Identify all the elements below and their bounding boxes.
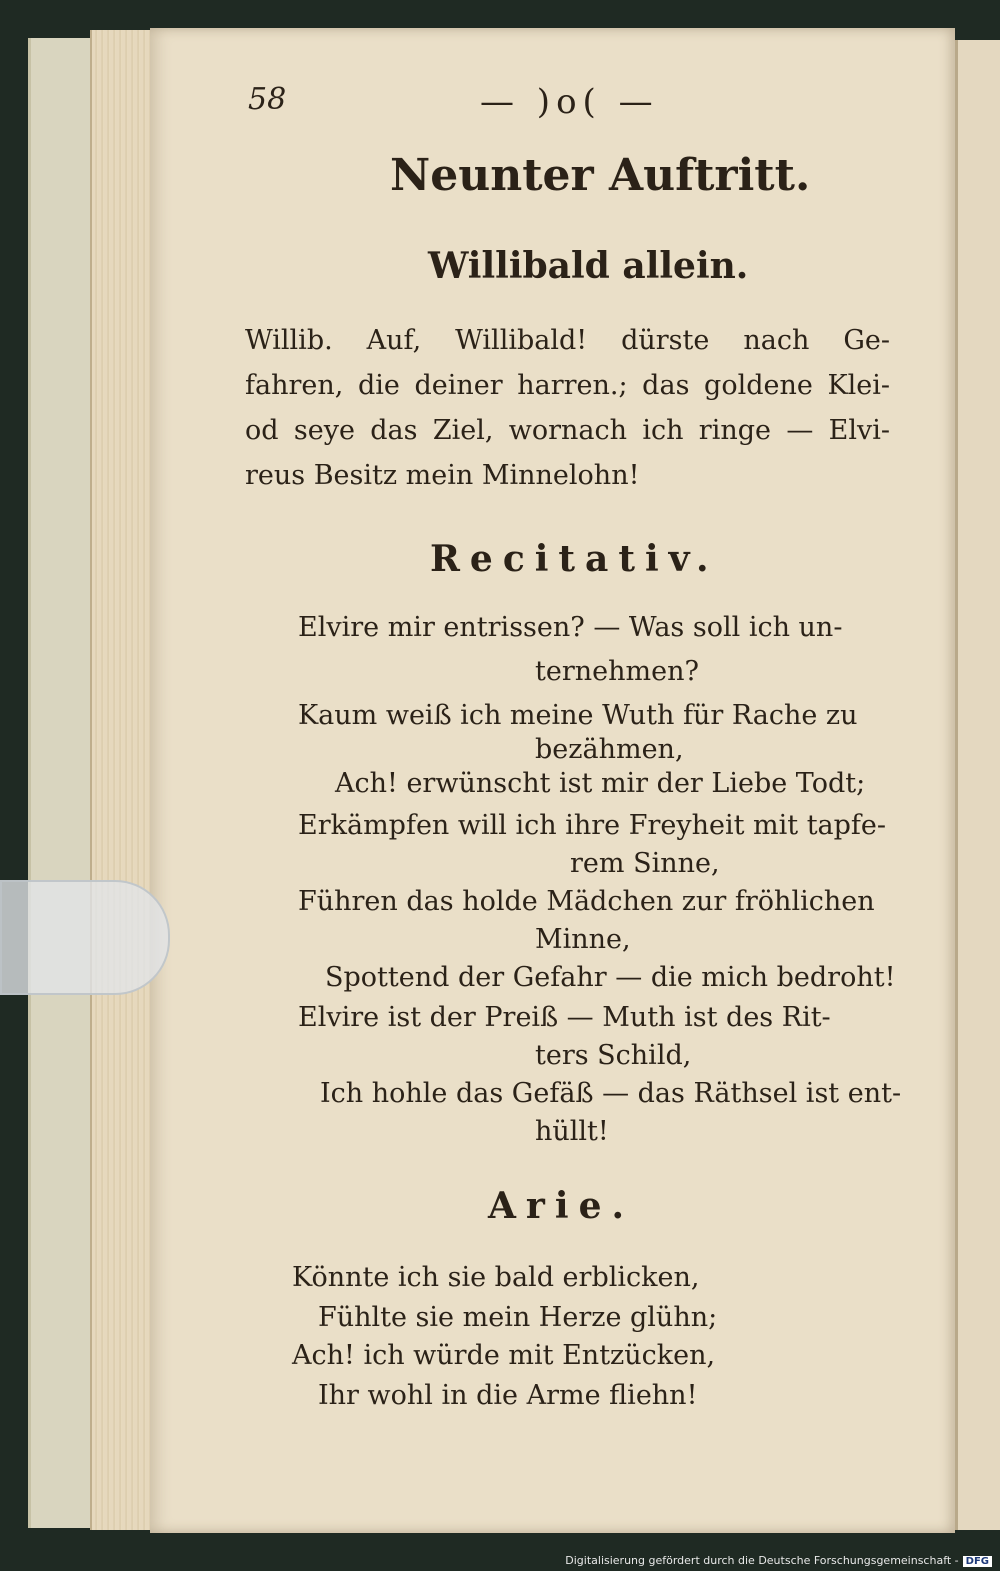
recitativ-line: Erkämpfen will ich ihre Freyheit mit tapfe-: [298, 810, 887, 841]
recitativ-line: bezähmen,: [535, 734, 684, 765]
scene-subtitle: Willibald allein.: [428, 245, 749, 287]
recitativ-line: ternehmen?: [535, 656, 699, 687]
bookmark-clip: [0, 880, 170, 995]
arie-line: Ach! ich würde mit Entzücken,: [292, 1340, 716, 1371]
recitativ-heading: Recitativ.: [430, 538, 719, 580]
recitativ-line: Elvire ist der Preiß — Muth ist des Rit-: [298, 1002, 831, 1033]
scene-title: Neunter Auftritt.: [390, 150, 811, 201]
arie-line: Fühlte sie mein Herze glühn;: [318, 1302, 718, 1333]
recitativ-line: Ich hohle das Gefäß — das Räthsel ist ent-: [320, 1078, 902, 1109]
recitativ-line: Ach! erwünscht ist mir der Liebe Todt;: [335, 768, 866, 799]
credit-text: Digitalisierung gefördert durch die Deutsche Forschungsgemeinschaft -: [565, 1554, 959, 1567]
recitativ-line: Kaum weiß ich meine Wuth für Rache zu: [298, 700, 858, 731]
arie-heading: Arie.: [488, 1185, 635, 1227]
page-number: 58: [248, 82, 287, 117]
facing-page-edge: [955, 40, 1000, 1530]
arie-line: Könnte ich sie bald erblicken,: [292, 1262, 700, 1293]
running-head: — )o( —: [480, 82, 659, 122]
recitativ-line: Elvire mir entrissen? — Was soll ich un-: [298, 612, 843, 643]
arie-line: Ihr wohl in die Arme fliehn!: [318, 1380, 698, 1411]
dfg-logo: DFG: [963, 1556, 992, 1567]
dialogue-line: reus Besitz mein Minnelohn!: [245, 460, 640, 491]
dialogue-paragraph: [245, 318, 890, 498]
recitativ-line: Führen das holde Mädchen zur fröhlichen: [298, 886, 875, 917]
recitativ-line: hüllt!: [535, 1116, 609, 1147]
dialogue-line: fahren, die deiner harren.; das goldene Klei-: [245, 370, 890, 401]
dialogue-line: Willib. Auf, Willibald! dürste nach Ge-: [245, 325, 890, 356]
recitativ-line: Minne,: [535, 924, 631, 955]
recitativ-line: Spottend der Gefahr — die mich bedroht!: [325, 962, 896, 993]
recitativ-line: ters Schild,: [535, 1040, 692, 1071]
dialogue-line: od seye das Ziel, wornach ich ringe — Elvi-: [245, 415, 890, 446]
recitativ-line: rem Sinne,: [570, 848, 720, 879]
digitization-credit: [565, 1554, 992, 1567]
